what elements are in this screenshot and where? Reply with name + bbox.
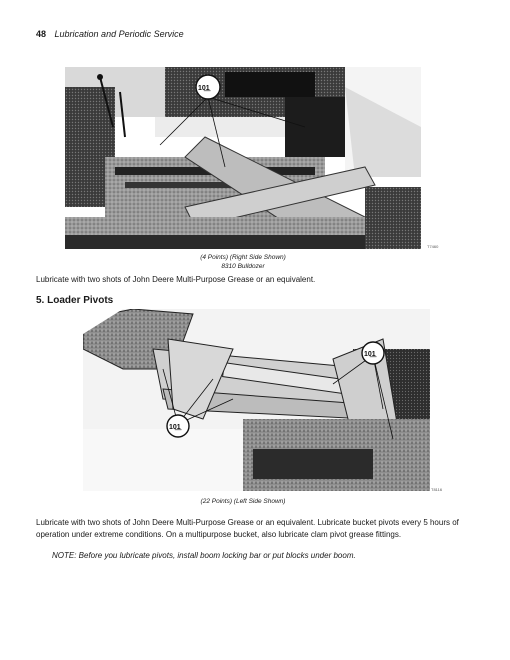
lubrication-paragraph: Lubricate with two shots of John Deere Multi-Purpose Grease or an equivalent.	[36, 275, 316, 284]
callout-label: 10͟1	[169, 424, 181, 431]
page-number: 48	[36, 29, 47, 39]
loader-pivots-photo	[83, 309, 430, 491]
caption-line: 8310 Bulldozer	[221, 263, 265, 270]
figure-caption	[150, 253, 336, 271]
figure-caption: (22 Points) (Left Side Shown)	[200, 498, 286, 505]
section-heading: 5. Loader Pivots	[36, 295, 114, 306]
caption-line: (4 Points) (Right Side Shown)	[200, 254, 286, 261]
lubrication-paragraph: Lubricate with two shots of John Deere Multi-Purpose Grease or an equivalent. Lubricate bucket pivots every 5 hours of operation under extreme conditions. On a multipurpose bucket, also lubricate clam pivot grease fittings.	[36, 518, 459, 539]
section-title: Lubrication and Periodic Service	[54, 29, 184, 39]
callout-label: 10͟1	[364, 351, 376, 358]
photo-code: T7460	[427, 244, 439, 249]
note-text: NOTE: Before you lubricate pivots, install boom locking bar or put blocks under boom.	[52, 551, 356, 560]
photo-code: T8116	[431, 487, 443, 492]
callout-label: 10͟1	[198, 85, 210, 92]
bulldozer-lubrication-photo	[65, 67, 421, 249]
page-header	[36, 29, 184, 39]
